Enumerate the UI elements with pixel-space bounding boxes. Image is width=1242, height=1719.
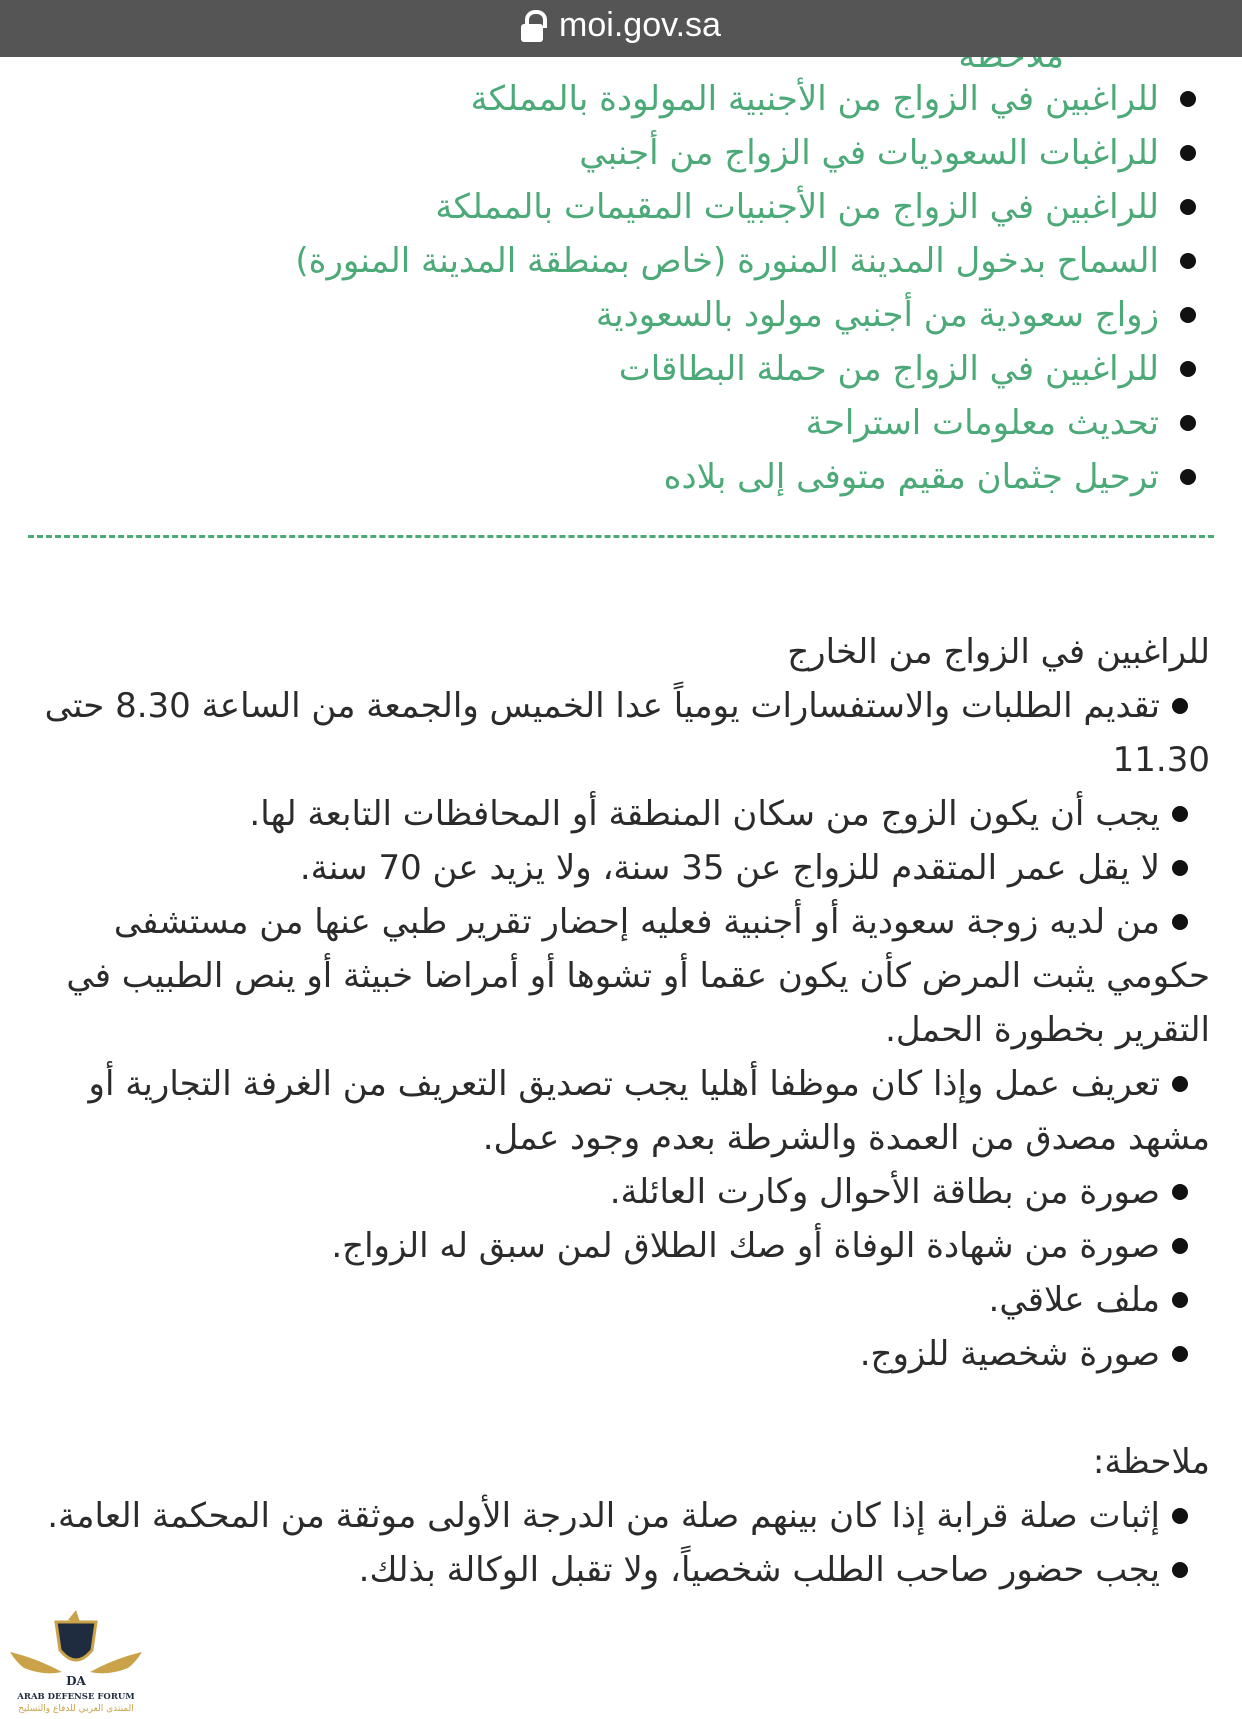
requirement-item: من لديه زوجة سعودية أو أجنبية فعليه إحضار تقرير طبي عنها من مستشفى حكومي يثبت المرض كأن يكون عقما أو تشوها أو أمراضا خبيثة أو ينص الطبيب في التقرير بخطورة الحمل. (66, 902, 1210, 1050)
bullet-icon (1172, 1184, 1188, 1200)
requirement-item: صورة شخصية للزوج. (30, 1327, 1210, 1381)
bullet-icon (1180, 91, 1196, 107)
lock-icon (521, 10, 547, 44)
dashed-divider (28, 535, 1214, 538)
bullet-icon (1172, 914, 1188, 930)
bullet-icon (1180, 253, 1196, 269)
requirement-item: ملف علاقي. (30, 1273, 1210, 1327)
section-title: للراغبين في الزواج من الخارج (787, 632, 1210, 672)
service-link[interactable]: للراغبين في الزواج من الأجنبية المولودة بالمملكة (38, 72, 1218, 126)
bullet-icon (1172, 806, 1188, 822)
requirement-item: تقديم الطلبات والاستفسارات يومياً عدا الخميس والجمعة من الساعة 8.30 حتى 11.30 (44, 686, 1210, 780)
service-link[interactable]: تحديث معلومات استراحة (38, 396, 1218, 450)
svg-text:المنتدى العربي للدفاع والتسليح: المنتدى العربي للدفاع والتسليح (18, 1704, 134, 1714)
bullet-icon (1172, 698, 1188, 714)
bullet-icon (1180, 145, 1196, 161)
bullet-icon (1172, 860, 1188, 876)
note-item: إثبات صلة قرابة إذا كان بينهم صلة من الدرجة الأولى موثقة من المحكمة العامة. (30, 1489, 1210, 1543)
note-title: ملاحظة: (1092, 1442, 1210, 1482)
browser-url-bar[interactable] (0, 0, 1242, 57)
requirements-list (30, 679, 1210, 1381)
bullet-icon (1172, 1346, 1188, 1362)
bullet-icon (1180, 415, 1196, 431)
note-item: يجب حضور صاحب الطلب شخصياً، ولا تقبل الوكالة بذلك. (30, 1543, 1210, 1597)
bullet-icon (1172, 1238, 1188, 1254)
services-list (38, 72, 1218, 504)
svg-text:ARAB DEFENSE FORUM: ARAB DEFENSE FORUM (17, 1692, 135, 1702)
bullet-icon (1180, 307, 1196, 323)
service-link[interactable]: زواج سعودية من أجنبي مولود بالسعودية (38, 288, 1218, 342)
shield-wings-icon (6, 1610, 146, 1715)
main-content (30, 625, 1210, 1597)
bullet-icon (1172, 1508, 1188, 1524)
bullet-icon (1172, 1076, 1188, 1092)
requirement-item: صورة من شهادة الوفاة أو صك الطلاق لمن سبق له الزواج. (30, 1219, 1210, 1273)
requirement-item: صورة من بطاقة الأحوال وكارت العائلة. (30, 1165, 1210, 1219)
url-text: moi.gov.sa (559, 6, 721, 44)
svg-text:DA: DA (66, 1674, 86, 1688)
forum-watermark-logo (6, 1610, 146, 1715)
bullet-icon (1172, 1562, 1188, 1578)
requirement-item: يجب أن يكون الزوج من سكان المنطقة أو المحافظات التابعة لها. (30, 787, 1210, 841)
bullet-icon (1180, 469, 1196, 485)
requirement-item: لا يقل عمر المتقدم للزواج عن 35 سنة، ولا يزيد عن 70 سنة. (30, 841, 1210, 895)
requirement-item: تعريف عمل وإذا كان موظفا أهليا يجب تصديق التعريف من الغرفة التجارية أو مشهد مصدق من العمدة والشرطة بعدم وجود عمل. (88, 1064, 1210, 1158)
service-link[interactable]: للراغبات السعوديات في الزواج من أجنبي (38, 126, 1218, 180)
service-link[interactable]: ترحيل جثمان مقيم متوفى إلى بلاده (38, 450, 1218, 504)
service-link[interactable]: السماح بدخول المدينة المنورة (خاص بمنطقة المدينة المنورة) (38, 234, 1218, 288)
bullet-icon (1180, 361, 1196, 377)
service-link[interactable]: للراغبين في الزواج من الأجنبيات المقيمات بالمملكة (38, 180, 1218, 234)
note-list (30, 1489, 1210, 1597)
bullet-icon (1180, 199, 1196, 215)
service-link[interactable]: للراغبين في الزواج من حملة البطاقات (38, 342, 1218, 396)
bullet-icon (1172, 1292, 1188, 1308)
